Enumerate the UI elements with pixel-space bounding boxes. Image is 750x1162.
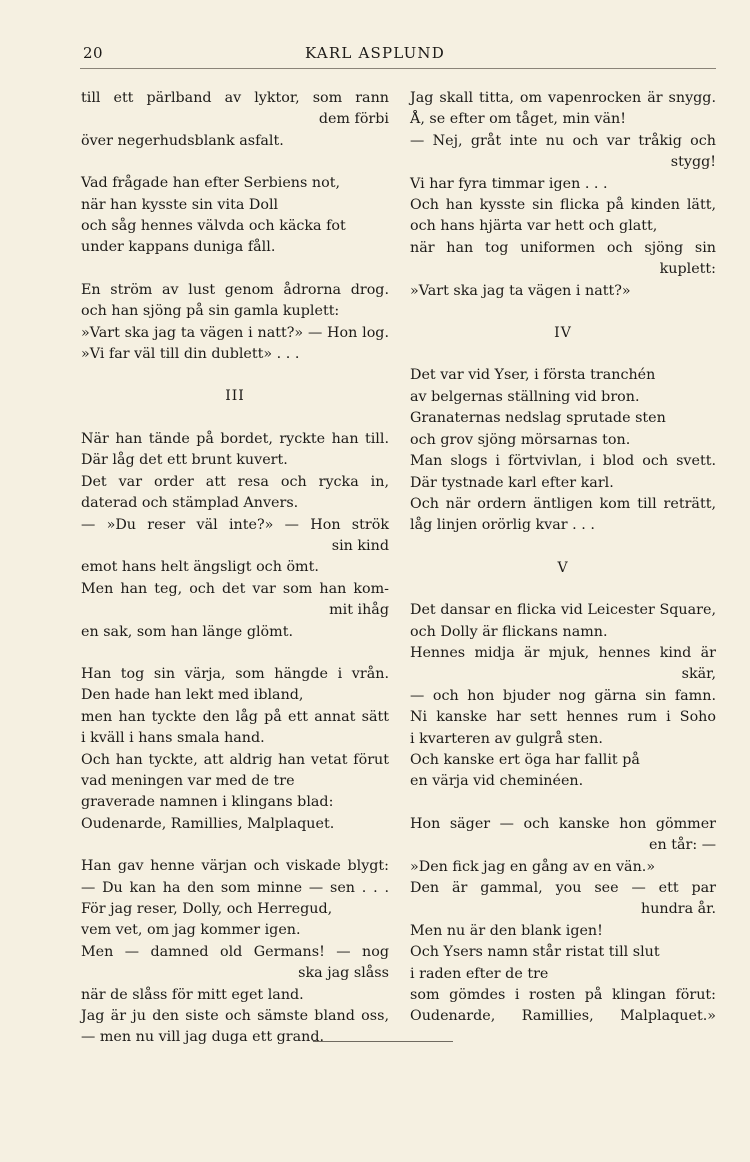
poem-line-continuation: skär, xyxy=(681,666,716,683)
poem-line: och hans hjärta var hett och glatt, xyxy=(410,218,658,235)
poem-line-continuation: hundra år. xyxy=(640,901,716,918)
poem-line-continuation: en tår: — xyxy=(649,837,716,854)
poem-line: En ström av lust genom ådrorna drog. xyxy=(81,281,389,298)
poem-line: när han kysste sin vita Doll xyxy=(81,196,279,213)
poem-line: — Du kan ha den som minne — sen . . . xyxy=(81,879,389,896)
poem-line: i kväll i hans smala hand. xyxy=(81,730,265,747)
poem-line: till ett pärlband av lyktor, som rann xyxy=(81,90,389,106)
poem-line: i kvarteren av gulgrå sten. xyxy=(410,730,603,747)
poem-line: och han sjöng på sin gamla kuplett: xyxy=(81,303,340,320)
poem-line: När han tände på bordet, ryckte han till. xyxy=(81,430,389,447)
poem-line: Och han tyckte, att aldrig han vetat förut xyxy=(81,751,389,768)
poem-line: — och hon bjuder nog gärna sin famn. xyxy=(410,687,716,704)
poem-line: en sak, som han länge glömt. xyxy=(81,623,293,640)
poem-line: Och han kysste sin flicka på kinden lätt, xyxy=(410,197,716,214)
header-rule xyxy=(80,68,716,69)
poem-line: i raden efter de tre xyxy=(410,965,549,982)
poem-line: vem vet, om jag kommer igen. xyxy=(81,922,301,939)
poem-line: Hennes midja är mjuk, hennes kind är xyxy=(410,644,716,661)
poem-line-continuation: stygg! xyxy=(670,154,716,171)
poem-line-continuation: dem förbi xyxy=(318,111,389,128)
poem-line: Hon säger — och kanske hon gömmer xyxy=(410,815,716,832)
stanza xyxy=(410,365,716,536)
poem-line: låg linjen orörlig kvar . . . xyxy=(410,517,595,534)
poem-line-continuation: ska jag slåss xyxy=(298,965,389,982)
section-heading: III xyxy=(225,388,245,405)
stanza xyxy=(410,600,716,793)
poem-line: och grov sjöng mörsarnas ton. xyxy=(410,431,631,448)
poem-line: daterad och stämplad Anvers. xyxy=(81,495,299,512)
poem-line: Det var order att resa och rycka in, xyxy=(81,473,389,490)
poem-line: Vad frågade han efter Serbiens not, xyxy=(81,175,341,192)
poem-line: av belgernas ställning vid bron. xyxy=(410,388,640,405)
poem-line: Det dansar en flicka vid Leicester Square, xyxy=(410,602,716,619)
poem-line: Men nu är den blank igen! xyxy=(410,922,603,939)
stanza xyxy=(81,88,389,152)
poem-line: »Vart ska jag ta vägen i natt?» xyxy=(410,282,631,299)
poem-line: Oudenarde, Ramillies, Malplaquet.» xyxy=(410,1008,716,1025)
poem-line: Och när ordern äntligen kom till reträtt, xyxy=(410,495,716,512)
poem-line: under kappans duniga fåll. xyxy=(81,239,276,256)
poem-line-continuation: kuplett: xyxy=(659,261,716,278)
poem-line: — »Du reser väl inte?» — Hon strök xyxy=(81,516,389,533)
poem-line: »Den fick jag en gång av en vän.» xyxy=(410,858,656,875)
stanza xyxy=(410,88,716,302)
poem-line: Å, se efter om tåget, min vän! xyxy=(410,111,626,128)
stanza xyxy=(81,856,389,1049)
poem-line: »Vart ska jag ta vägen i natt?» — Hon log. xyxy=(81,324,389,341)
poem-line: när de slåss för mitt eget land. xyxy=(81,986,304,1003)
right-column xyxy=(410,88,716,1049)
poem-line: Jag är ju den siste och sämste bland oss, xyxy=(81,1008,389,1025)
stanza xyxy=(81,664,389,835)
poem-line-continuation: mit ihåg xyxy=(329,602,389,619)
poem-line: — Nej, gråt inte nu och var tråkig och xyxy=(410,132,716,149)
poem-line: Det var vid Yser, i första tranchén xyxy=(410,367,656,384)
poem-line: Ni kanske har sett hennes rum i Soho xyxy=(410,709,716,726)
stanza xyxy=(81,429,389,643)
left-column xyxy=(81,88,389,1070)
poem-line: »Vi far väl till din dublett» . . . xyxy=(81,346,300,363)
section-heading: IV xyxy=(554,325,572,342)
poem-line: när han tog uniformen och sjöng sin xyxy=(410,239,716,256)
poem-line: Där låg det ett brunt kuvert. xyxy=(81,452,288,469)
poem-line: som gömdes i rosten på klingan förut: xyxy=(410,987,716,1004)
poem-line: Men han teg, och det var som han kom- xyxy=(81,580,389,597)
poem-line: Den är gammal, you see — ett par xyxy=(410,880,716,896)
stanza xyxy=(81,173,389,259)
poem-line: över negerhudsblank asfalt. xyxy=(81,132,284,149)
stanza xyxy=(81,280,389,366)
poem-line: Oudenarde, Ramillies, Malplaquet. xyxy=(81,815,335,832)
poem-line: — men nu vill jag duga ett grand. xyxy=(81,1029,325,1046)
poem-line: Jag skall titta, om vapenrocken är snygg. xyxy=(410,90,716,106)
running-title: KARL ASPLUND xyxy=(305,44,445,62)
poem-line: en värja vid cheminéen. xyxy=(410,773,584,790)
footer-rule xyxy=(313,1041,453,1042)
poem-line: Han tog sin värja, som hängde i vrån. xyxy=(81,665,389,682)
poem-line: Och Ysers namn står ristat till slut xyxy=(410,944,660,961)
poem-line: Där tystnade karl efter karl. xyxy=(410,474,614,491)
poem-line: Och kanske ert öga har fallit på xyxy=(410,751,640,768)
poem-line: Han gav henne värjan och viskade blygt: xyxy=(81,858,389,875)
poem-line: men han tyckte den låg på ett annat sätt xyxy=(81,708,389,725)
poem-line-continuation: sin kind xyxy=(331,537,389,554)
poem-line: Granaternas nedslag sprutade sten xyxy=(410,410,666,427)
poem-line: För jag reser, Dolly, och Herregud, xyxy=(81,901,333,917)
poem-line: och Dolly är flickans namn. xyxy=(410,623,608,640)
poem-line: emot hans helt ängsligt och ömt. xyxy=(81,559,319,576)
poem-line: Vi har fyra timmar igen . . . xyxy=(410,175,608,192)
poem-line: Men — damned old Germans! — nog xyxy=(81,943,389,960)
poem-line: graverade namnen i klingans blad: xyxy=(81,794,334,811)
section-heading: V xyxy=(557,559,569,576)
poem-line: Den hade han lekt med ibland, xyxy=(81,687,304,704)
page-number: 20 xyxy=(83,44,104,62)
stanza xyxy=(410,814,716,1028)
poem-line: och såg hennes välvda och käcka fot xyxy=(81,218,346,235)
poem-line: vad meningen var med de tre xyxy=(81,772,295,789)
poem-line: Man slogs i förtvivlan, i blod och svett. xyxy=(410,453,716,470)
